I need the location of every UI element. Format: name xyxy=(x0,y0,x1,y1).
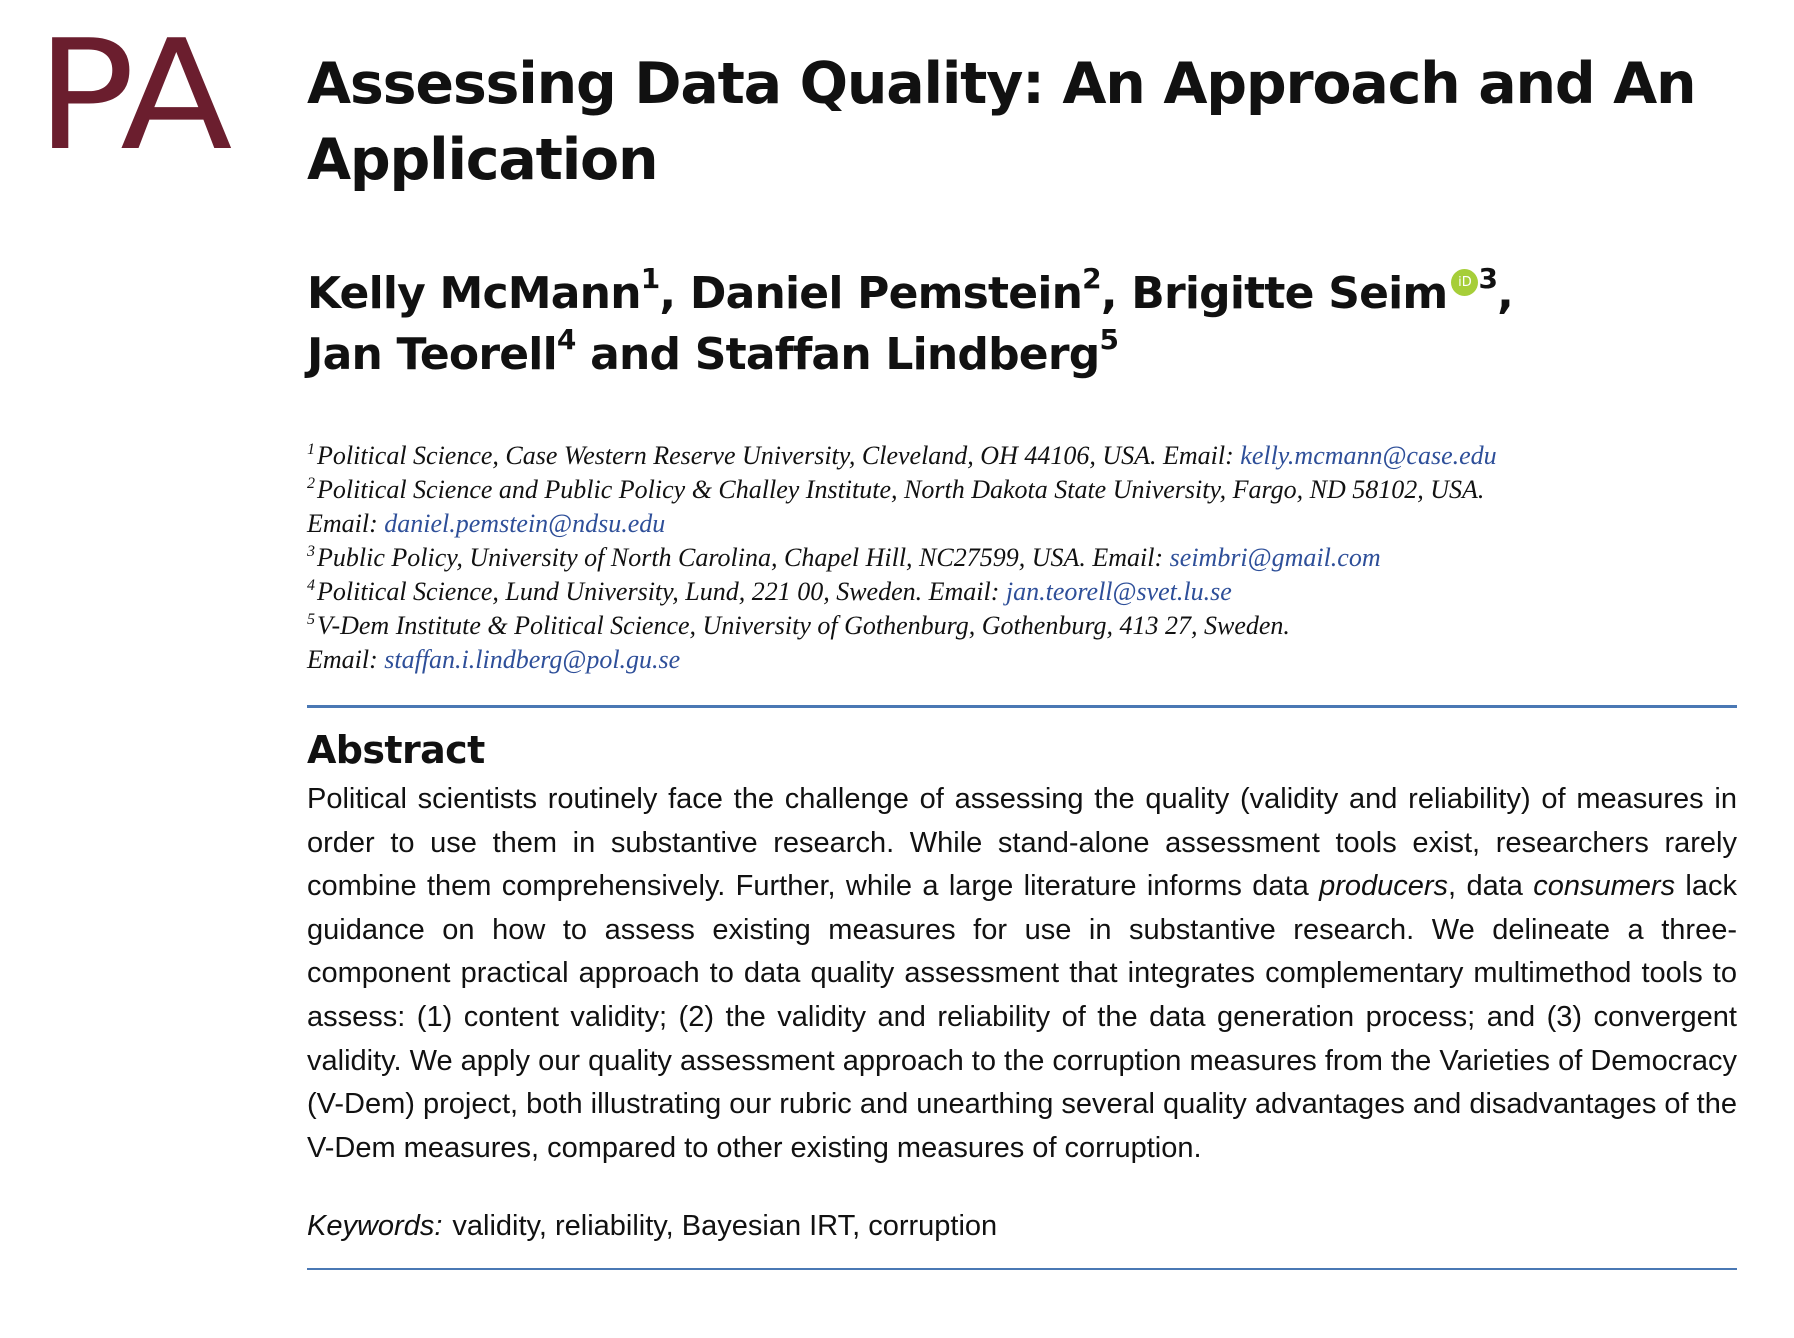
affiliation-text: V-Dem Institute & Political Science, University of Gothenburg, Gothenburg, 413 27, Sweden. xyxy=(317,611,1290,640)
affiliation-marker: 1 xyxy=(307,441,315,458)
abstract-text: Political scientists routinely face the challenge of assessing the quality (validity and reliability) of measures in order to use them in substantive research. While stand-alone assessment tools exist, researchers rarely combine them comprehensively. Further, while a large literature informs data producers, data consumers lack guidance on how to assess existing measures for use in substantive research. We delineate a three-component practical approach to data quality assessment that integrates complementary multimethod tools to assess: (1) content validity; (2) the validity and reliability of the data generation process; and (3) convergent validity. We apply our quality assessment approach to the corruption measures from the Varieties of Democracy (V-Dem) project, both illustrating our rubric and unearthing several quality advantages and disadvantages of the V-Dem measures, compared to other existing measures of corruption. xyxy=(307,783,1737,1164)
author-name: Staffan Lindberg xyxy=(694,329,1100,380)
affiliation-text: Political Science, Lund University, Lund, 221 00, Sweden. Email: xyxy=(317,577,1006,606)
author-name: Jan Teorell xyxy=(307,329,557,380)
paper-title: Assessing Data Quality: An Approach and An Application xyxy=(307,51,1696,193)
affiliation-marker: 3 xyxy=(307,543,315,560)
author-affiliation-marker: 2 xyxy=(1082,262,1101,296)
affiliation-item xyxy=(307,439,1737,473)
affiliation-item-continued xyxy=(307,507,1737,541)
affiliation-marker: 2 xyxy=(307,475,315,492)
emphasis-producers: producers xyxy=(1319,870,1449,903)
author-affiliation-marker: 3 xyxy=(1478,262,1498,296)
author-name: Daniel Pemstein xyxy=(689,268,1083,319)
email-link[interactable]: seimbri@gmail.com xyxy=(1169,543,1381,572)
affiliation-item xyxy=(307,473,1737,507)
keywords-label: Keywords: xyxy=(307,1210,443,1243)
author-name: Kelly McMann xyxy=(307,268,641,319)
keywords-value: validity, reliability, Bayesian IRT, corruption xyxy=(452,1210,998,1243)
affiliation-text: Political Science and Public Policy & Challey Institute, North Dakota State University, Fargo, ND 58102, USA. xyxy=(317,475,1485,504)
affiliation-text: Email: xyxy=(307,645,385,674)
section-divider-bottom xyxy=(307,1268,1737,1270)
email-link[interactable]: daniel.pemstein@ndsu.edu xyxy=(384,509,666,538)
affiliation-text: Political Science, Case Western Reserve University, Cleveland, OH 44106, USA. Email: xyxy=(317,441,1241,470)
emphasis-consumers: consumers xyxy=(1533,870,1676,903)
author-name: Brigitte Seim xyxy=(1131,268,1448,319)
affiliation-item xyxy=(307,541,1737,575)
affiliation-list xyxy=(307,439,1737,677)
affiliation-text: Email: xyxy=(307,509,385,538)
orcid-icon[interactable]: iD xyxy=(1451,269,1478,296)
author-affiliation-marker: 5 xyxy=(1099,323,1119,357)
affiliation-text: Public Policy, University of North Carolina, Chapel Hill, NC27599, USA. Email: xyxy=(317,543,1170,572)
paper-front-matter xyxy=(307,46,1737,1270)
journal-logo: PA xyxy=(36,7,229,184)
affiliation-item-continued xyxy=(307,643,1737,677)
affiliation-item xyxy=(307,575,1737,609)
section-divider xyxy=(307,705,1737,708)
email-link[interactable]: staffan.i.lindberg@pol.gu.se xyxy=(384,645,681,674)
author-affiliation-marker: 1 xyxy=(640,262,660,296)
email-link[interactable]: kelly.mcmann@case.edu xyxy=(1240,441,1497,470)
affiliation-marker: 5 xyxy=(307,611,315,628)
author-list: Kelly McMann$^1$, Daniel Pemstein$^2$, Brigitte Seim iD $^3$, Jan Teorell$^4$ and Staffan Lindberg$^5$ xyxy=(307,262,1514,380)
authors-connector: and xyxy=(590,329,681,380)
abstract-heading: Abstract xyxy=(307,728,485,772)
affiliation-marker: 4 xyxy=(307,577,315,594)
email-link[interactable]: jan.teorell@svet.lu.se xyxy=(1005,577,1232,606)
affiliation-item xyxy=(307,609,1737,643)
keywords xyxy=(307,1206,1737,1246)
author-affiliation-marker: 4 xyxy=(556,323,576,357)
